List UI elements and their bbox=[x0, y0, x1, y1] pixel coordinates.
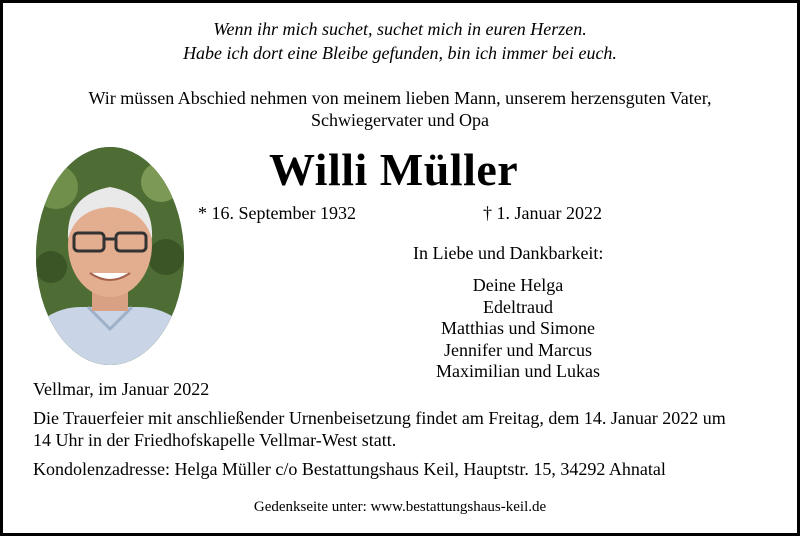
death-date: † 1. Januar 2022 bbox=[483, 203, 602, 223]
motto-line-1: Wenn ihr mich suchet, suchet mich in euren Herzen. bbox=[213, 19, 587, 39]
family-member: Edeltraud bbox=[483, 296, 553, 317]
motto-line-2: Habe ich dort eine Bleibe gefunden, bin ich immer bei euch. bbox=[183, 43, 617, 63]
family-member: Jennifer und Marcus bbox=[444, 339, 592, 360]
deceased-name: Willi Müller bbox=[269, 144, 519, 195]
portrait-illustration bbox=[36, 147, 184, 365]
intro-line-2: Schwiegervater und Opa bbox=[311, 110, 489, 130]
family-member: Matthias und Simone bbox=[441, 318, 595, 339]
family-member: Maximilian und Lukas bbox=[436, 361, 600, 382]
birth-date: * 16. September 1932 bbox=[198, 203, 356, 223]
gratitude-heading: In Liebe und Dankbarkeit: bbox=[413, 243, 604, 263]
ceremony-line-1: Die Trauerfeier mit anschließender Urnenbeisetzung findet am Freitag, dem 14. Januar 2022 um bbox=[33, 408, 726, 428]
condolence-address: Kondolenzadresse: Helga Müller c/o Bestattungshaus Keil, Hauptstr. 15, 34292 Ahnatal bbox=[33, 459, 666, 479]
portrait-photo bbox=[36, 147, 184, 365]
family-list bbox=[403, 275, 633, 383]
ceremony-line-2: 14 Uhr in der Friedhofskapelle Vellmar-West statt. bbox=[33, 430, 397, 450]
place-and-date: Vellmar, im Januar 2022 bbox=[33, 379, 210, 399]
memorial-website: Gedenkseite unter: www.bestattungshaus-keil.de bbox=[253, 499, 547, 515]
family-member: Deine Helga bbox=[472, 275, 564, 295]
intro-line-1: Wir müssen Abschied nehmen von meinem lieben Mann, unserem herzensguten Vater, bbox=[88, 88, 712, 108]
